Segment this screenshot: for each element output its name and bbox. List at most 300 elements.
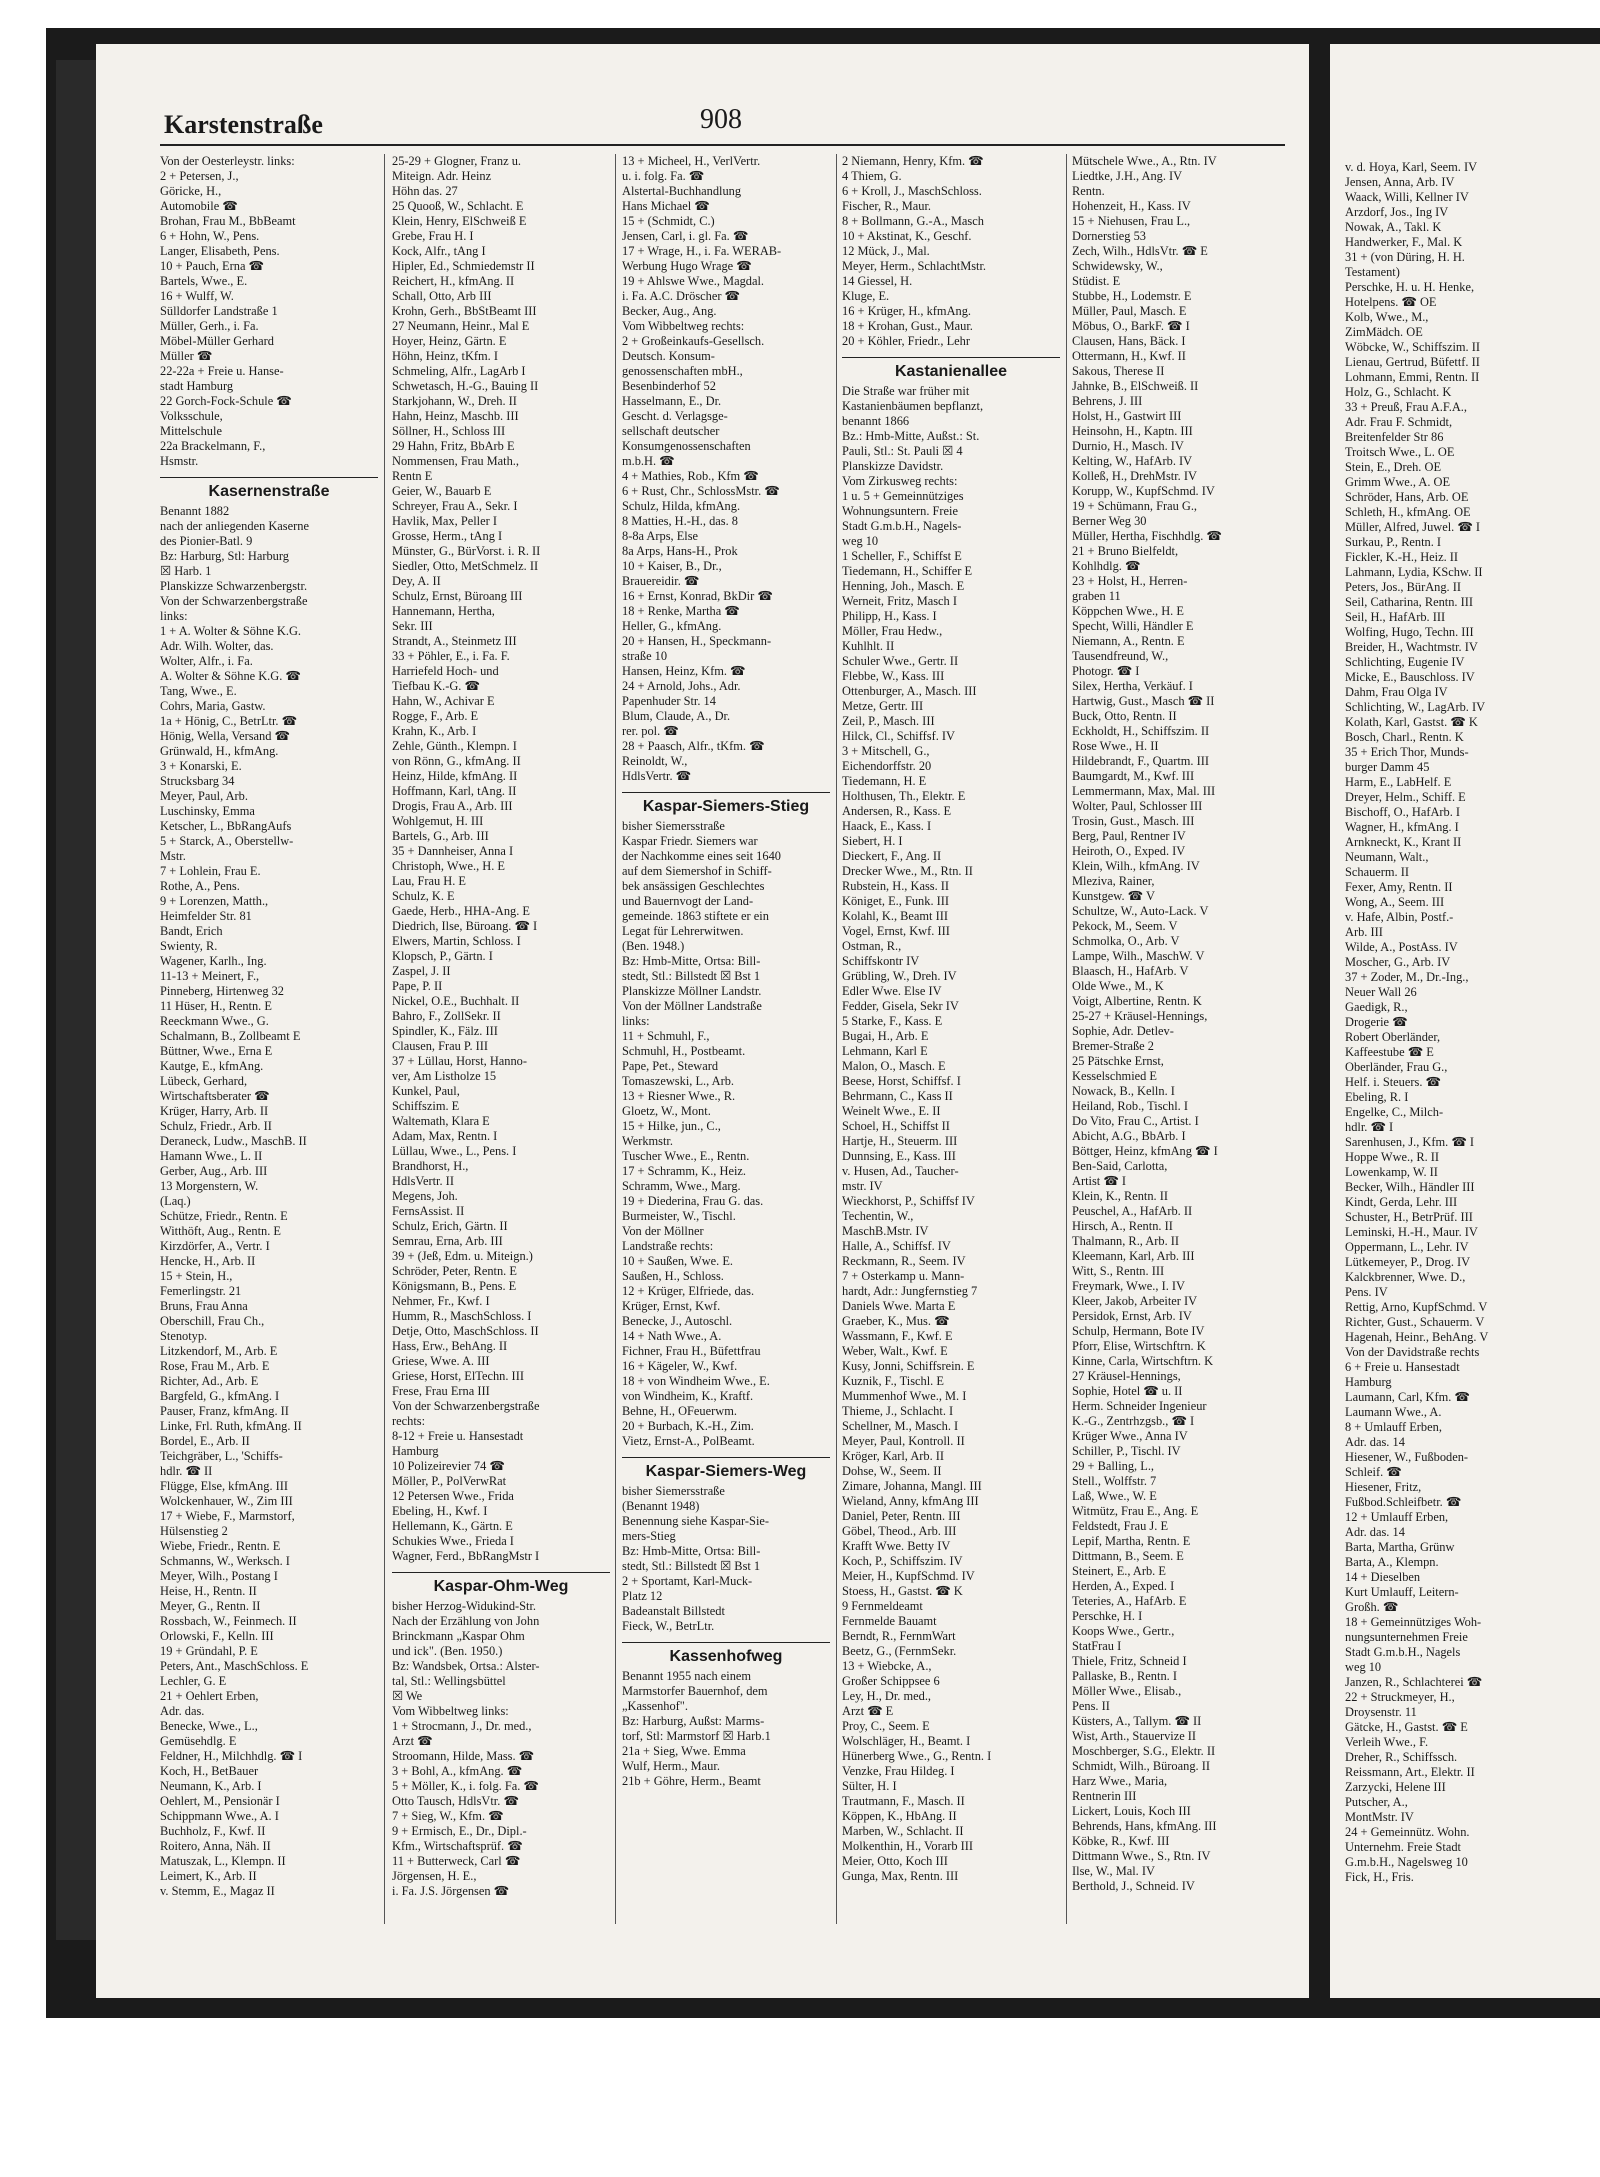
directory-line: Stenotyp.	[160, 1329, 208, 1343]
directory-line: Dey, A. II	[392, 574, 441, 588]
directory-line: Kaspar Friedr. Siemers war	[622, 834, 758, 848]
directory-line: 21a + Sieg, Wwe. Emma	[622, 1744, 746, 1758]
directory-line: Zehle, Günth., Klempn. I	[392, 739, 517, 753]
directory-line: Dreher, R., Schiffssch.	[1345, 1750, 1458, 1764]
directory-line: Kautge, E., kfmAng.	[160, 1059, 264, 1073]
directory-line: m.b.H. ☎	[622, 454, 675, 468]
directory-line: Photogr. ☎ I	[1072, 664, 1140, 678]
directory-line: Lüllau, Wwe., L., Pens. I	[392, 1144, 517, 1158]
directory-line: Großh. ☎	[1345, 1600, 1399, 1614]
directory-line: Wiebe, Friedr., Rentn. E	[160, 1539, 281, 1553]
directory-line: Nowak, A., Takl. K	[1345, 220, 1442, 234]
directory-line: Detje, Otto, MaschSchloss. II	[392, 1324, 539, 1338]
directory-line: Dahm, Frau Olga IV	[1345, 685, 1448, 699]
directory-line: 11 + Schmuhl, F.,	[622, 1029, 710, 1043]
directory-line: und ick". (Ben. 1950.)	[392, 1644, 503, 1658]
directory-line: Müller, Gerh., i. Fa.	[160, 319, 259, 333]
directory-line: 14 + Dieselben	[1345, 1570, 1421, 1584]
directory-line: gemeinde. 1863 stiftete er ein	[622, 909, 769, 923]
directory-line: Reckmann, R., Seem. IV	[842, 1254, 966, 1268]
directory-line: Peuschel, A., HafArb. II	[1072, 1204, 1193, 1218]
directory-line: 17 + Wrage, H., i. Fa. WERAB-	[622, 244, 782, 258]
directory-line: Von der Schwarzenbergstraße	[392, 1399, 540, 1413]
directory-line: Mstr.	[160, 849, 186, 863]
directory-line: Automobile ☎	[160, 199, 238, 213]
directory-line: Arzt ☎ E	[842, 1704, 894, 1718]
directory-line: Semrau, Erna, Arb. III	[392, 1234, 503, 1248]
directory-line: Perschke, H. I	[1072, 1609, 1143, 1623]
directory-line: Von der Möllner Landstraße	[622, 999, 762, 1013]
directory-line: Benannt 1955 nach einem	[622, 1669, 752, 1683]
directory-columns	[160, 154, 1285, 1954]
directory-line: 5 + Starck, A., Oberstellw-	[160, 834, 294, 848]
directory-line: Gescht. d. Verlagsge-	[622, 409, 728, 423]
directory-line: Pape, Pet., Steward	[622, 1059, 719, 1073]
directory-line: Peters, Jos., BürAng. II	[1345, 580, 1461, 594]
directory-line: Harz Wwe., Maria,	[1072, 1774, 1168, 1788]
directory-line: Bartels, Wwe., E.	[160, 274, 248, 288]
directory-line: Perschke, H. u. H. Henke,	[1345, 280, 1475, 294]
directory-line: links:	[160, 609, 188, 623]
directory-line: Kleer, Jakob, Arbeiter IV	[1072, 1294, 1198, 1308]
directory-line: Ketscher, L., BbRangAufs	[160, 819, 292, 833]
directory-line: Ebeling, H., Kwf. I	[392, 1504, 488, 1518]
directory-line: 22-22a + Freie u. Hanse-	[160, 364, 284, 378]
directory-line: Nach der Erzählung von John	[392, 1614, 540, 1628]
directory-line: HdlsVertr. II	[392, 1174, 454, 1188]
directory-line: Thiele, Fritz, Schneid I	[1072, 1654, 1187, 1668]
directory-line: 8-8a Arps, Else	[622, 529, 699, 543]
directory-line: 15 + Stein, H.,	[160, 1269, 233, 1283]
directory-line: Hartje, H., Steuerm. III	[842, 1134, 958, 1148]
directory-line: 17 + Schramm, K., Heiz.	[622, 1164, 746, 1178]
directory-line: Berthold, J., Schneid. IV	[1072, 1879, 1195, 1893]
directory-line: Bandt, Erich	[160, 924, 223, 938]
directory-line: Planskizze Schwarzenbergstr.	[160, 579, 308, 593]
directory-line: 5 + Möller, K., i. folg. Fa. ☎	[392, 1779, 539, 1793]
directory-line: Mittelschule	[160, 424, 222, 438]
directory-line: Barta, A., Klempn.	[1345, 1555, 1439, 1569]
directory-line: Fieck, W., BetrLtr.	[622, 1619, 715, 1633]
directory-line: Wolter, Paul, Schlosser III	[1072, 799, 1203, 813]
directory-line: Meier, Otto, Koch III	[842, 1854, 948, 1868]
directory-line: Adr. das.	[160, 1704, 205, 1718]
directory-line: v. Stemm, E., Magaz II	[160, 1884, 275, 1898]
directory-line: Vom Wibbeltweg links:	[392, 1704, 509, 1718]
directory-line: Freymark, Wwe., I. IV	[1072, 1279, 1185, 1293]
directory-line: Bosch, Charl., Rentn. K	[1345, 730, 1464, 744]
directory-line: Werbung Hugo Wrage ☎	[622, 259, 752, 273]
directory-line: Bz: Hmb-Mitte, Ortsa: Bill-	[622, 1544, 761, 1558]
directory-line: Linke, Frl. Ruth, kfmAng. II	[160, 1419, 302, 1433]
directory-line: Blum, Claude, A., Dr.	[622, 709, 731, 723]
directory-line: Kesselschmied E	[1072, 1069, 1157, 1083]
directory-line: 5 Starke, F., Kass. E	[842, 1014, 943, 1028]
directory-line: 1 u. 5 + Gemeinnütziges	[842, 489, 964, 503]
directory-line: Clausen, Hans, Bäck. I	[1072, 334, 1186, 348]
directory-line: Von der Davidstraße rechts	[1345, 1345, 1480, 1359]
directory-line: Strucksbarg 34	[160, 774, 235, 788]
directory-line: 11 Hüser, H., Rentn. E	[160, 999, 272, 1013]
directory-line: Spindler, K., Fälz. III	[392, 1024, 498, 1038]
directory-line: und Bauernvogt der Land-	[622, 894, 754, 908]
directory-line: Bz.: Hmb-Mitte, Außst.: St.	[842, 429, 980, 443]
directory-line: Verleih Wwe., F.	[1345, 1735, 1429, 1749]
directory-line: 3 + Bohl, A., kfmAng. ☎	[392, 1764, 523, 1778]
directory-line: Richter, Ad., Arb. E	[160, 1374, 259, 1388]
directory-line: Clausen, Frau P. III	[392, 1039, 489, 1053]
directory-line: 25 Pätschke Ernst,	[1072, 1054, 1164, 1068]
directory-line: Zaspel, J. II	[392, 964, 451, 978]
directory-line: Bremer-Straße 2	[1072, 1039, 1154, 1053]
directory-line: Sarenhusen, J., Kfm. ☎ I	[1345, 1135, 1474, 1149]
directory-line: Oppermann, L., Lehr. IV	[1345, 1240, 1469, 1254]
directory-line: Wolckenhauer, W., Zim III	[160, 1494, 293, 1508]
directory-line: Grünwald, H., kfmAng.	[160, 744, 279, 758]
directory-line: Testament)	[1345, 265, 1400, 279]
directory-line: u. i. folg. Fa. ☎	[622, 169, 705, 183]
directory-line: 31 + (von Düring, H. H.	[1345, 250, 1465, 264]
directory-line: Behne, H., OFeuerwm.	[622, 1404, 737, 1418]
page-number: 908	[700, 104, 742, 135]
directory-line: Hülsenstieg 2	[160, 1524, 228, 1538]
directory-line: 8 Matties, H.-H., das. 8	[622, 514, 738, 528]
directory-line: Kolleß, H., DrehMstr. IV	[1072, 469, 1197, 483]
directory-line: weg 10	[1345, 1660, 1382, 1674]
directory-line: 6 + Kroll, J., MaschSchloss.	[842, 184, 982, 198]
directory-line: Reissmann, Art., Elektr. II	[1345, 1765, 1475, 1779]
directory-line: Büttner, Wwe., Erna E	[160, 1044, 273, 1058]
directory-line: Mleziva, Rainer,	[1072, 874, 1155, 888]
directory-line: Planskizze Davidstr.	[842, 459, 944, 473]
directory-line: Schultze, W., Auto-Lack. V	[1072, 904, 1209, 918]
directory-line: bisher Siemersstraße	[622, 1484, 725, 1498]
directory-line: Gunga, Max, Rentn. III	[842, 1869, 959, 1883]
directory-line: Abicht, A.G., BbArb. I	[1072, 1129, 1186, 1143]
directory-line: Schiffskontr IV	[842, 954, 920, 968]
directory-line: Kock, Alfr., tAng I	[392, 244, 486, 258]
directory-line: Schulz, Erich, Gärtn. II	[392, 1219, 508, 1233]
directory-line: Wohlgemut, H. III	[392, 814, 484, 828]
directory-line: Tuscher Wwe., E., Rentn.	[622, 1149, 750, 1163]
directory-line: 28 + Paasch, Alfr., tKfm. ☎	[622, 739, 765, 753]
directory-line: Fickler, K.-H., Heiz. II	[1345, 550, 1459, 564]
directory-line: Weinelt Wwe., E. II	[842, 1104, 941, 1118]
directory-line: burger Damm 45	[1345, 760, 1430, 774]
directory-line: 37 + Lüllau, Horst, Hanno-	[392, 1054, 528, 1068]
directory-line: Handwerker, F., Mal. K	[1345, 235, 1463, 249]
directory-line: Grimm Wwe., A. OE	[1345, 475, 1451, 489]
directory-line: Humm, R., MaschSchloss. I	[392, 1309, 532, 1323]
directory-line: Oehlert, M., Pensionär I	[160, 1794, 280, 1808]
directory-line: Vom Wibbeltweg rechts:	[622, 319, 745, 333]
directory-line: Lahmann, Lydia, KSchw. II	[1345, 565, 1483, 579]
directory-line: 1 Scheller, F., Schiffst E	[842, 549, 962, 563]
directory-line: 6 + Hohn, W., Pens.	[160, 229, 260, 243]
directory-line: 7 + Lohlein, Frau E.	[160, 864, 261, 878]
directory-line: rer. pol. ☎	[622, 724, 679, 738]
directory-line: Witt, S., Rentn. III	[1072, 1264, 1165, 1278]
directory-line: Kunstgew. ☎ V	[1072, 889, 1155, 903]
directory-line: Waltemath, Klara E	[392, 1114, 490, 1128]
directory-line: nungsunternehmen Freie	[1345, 1630, 1468, 1644]
directory-line: Grosse, Herm., tAng I	[392, 529, 503, 543]
directory-line: Schmuhl, H., Postbeamt.	[622, 1044, 746, 1058]
directory-line: 7 + Sieg, W., Kfm. ☎	[392, 1809, 504, 1823]
directory-line: Besenbinderhof 52	[622, 379, 716, 393]
directory-line: 19 + Gründahl, P. E	[160, 1644, 258, 1658]
directory-line: MaschB.Mstr. IV	[842, 1224, 929, 1238]
directory-line: 12 Petersen Wwe., Frida	[392, 1489, 514, 1503]
directory-line: 16 + Krüger, H., kfmAng.	[842, 304, 972, 318]
directory-line: Zimare, Johanna, Mangl. III	[842, 1479, 982, 1493]
directory-line: Pekock, M., Seem. V	[1072, 919, 1178, 933]
directory-line: Nowack, B., Kelln. I	[1072, 1084, 1175, 1098]
directory-line: Von der Möllner	[622, 1224, 704, 1238]
directory-line: Deraneck, Ludw., MaschB. II	[160, 1134, 307, 1148]
directory-line: Kalckbrenner, Wwe. D.,	[1345, 1270, 1466, 1284]
directory-line: 39 + (Jeß, Edm. u. Miteign.)	[392, 1249, 533, 1263]
directory-line: Schreyer, Frau A., Sekr. I	[392, 499, 518, 513]
directory-line: Harriefeld Hoch- und	[392, 664, 499, 678]
directory-line: Adam, Max, Rentn. I	[392, 1129, 498, 1143]
directory-line: Troitsch Wwe., L. OE	[1345, 445, 1455, 459]
directory-line: Orlowski, F., Kelln. III	[160, 1629, 274, 1643]
directory-line: (Benannt 1948)	[622, 1499, 700, 1513]
directory-line: Trautmann, F., Masch. II	[842, 1794, 965, 1808]
directory-line: 37 + Zoder, M., Dr.-Ing.,	[1345, 970, 1469, 984]
directory-line: Schiller, P., Tischl. IV	[1072, 1444, 1181, 1458]
directory-line: Liedtke, J.H., Ang. IV	[1072, 169, 1183, 183]
directory-line: Pallaske, B., Rentn. I	[1072, 1669, 1177, 1683]
directory-line: Arnkneckt, K., Krant II	[1345, 835, 1462, 849]
directory-line: Möller, Frau Hedw.,	[842, 624, 943, 638]
directory-line: Witthöft, Aug., Rentn. E	[160, 1224, 281, 1238]
directory-line: Meyer, Wilh., Postang I	[160, 1569, 278, 1583]
directory-line: sellschaft deutscher	[622, 424, 720, 438]
directory-line: Kfm., Wirtschaftsprüf. ☎	[392, 1839, 523, 1853]
directory-line: 12 + Umlauff Erben,	[1345, 1510, 1449, 1524]
directory-line: Heimfelder Str. 81	[160, 909, 252, 923]
directory-line: Pauli, Stl.: St. Pauli ☒ 4	[842, 444, 963, 458]
directory-line: MontMstr. IV	[1345, 1810, 1414, 1824]
directory-line: Benecke, Wwe., L.,	[160, 1719, 258, 1733]
directory-line: Oberschill, Frau Ch.,	[160, 1314, 265, 1328]
directory-line: Silex, Hertha, Verkäuf. I	[1072, 679, 1193, 693]
directory-line: Hamburg	[392, 1444, 439, 1458]
directory-line: Adr. das. 14	[1345, 1525, 1405, 1539]
directory-line: Schuster, H., BetrPrüf. III	[1345, 1210, 1473, 1224]
directory-line: Hannemann, Hertha,	[392, 604, 495, 618]
running-head-street: Karstenstraße	[164, 110, 323, 139]
directory-line: Niemann, A., Rentn. E	[1072, 634, 1185, 648]
directory-line: Teichgräber, L., 'Schiffs-	[160, 1449, 283, 1463]
directory-line: Beese, Horst, Schiffsf. I	[842, 1074, 961, 1088]
directory-line: Halle, A., Schiffsf. IV	[842, 1239, 951, 1253]
directory-line: mstr. IV	[842, 1179, 883, 1193]
directory-line: Schramm, Wwe., Marg.	[622, 1179, 741, 1193]
directory-line: Stubbe, H., Lodemstr. E	[1072, 289, 1192, 303]
directory-line: Reichert, H., kfmAng. II	[392, 274, 515, 288]
book-spine	[56, 60, 100, 1940]
directory-line: torf, Stl: Marmstorf ☒ Harb.1	[622, 1729, 771, 1743]
directory-line: Schmidt, Wilh., Büroang. II	[1072, 1759, 1210, 1773]
directory-line: Göricke, H.,	[160, 184, 222, 198]
directory-line: Heinsohn, H., Kaptn. III	[1072, 424, 1193, 438]
directory-line: Korupp, W., KupfSchmd. IV	[1072, 484, 1215, 498]
directory-line: Diedrich, Ilse, Büroang. ☎ I	[392, 919, 538, 933]
directory-line: Kelting, W., HafArb. IV	[1072, 454, 1193, 468]
directory-line: Wagner, Ferd., BbRangMstr I	[392, 1549, 540, 1563]
directory-line: 3 + Mitschell, G.,	[842, 744, 930, 758]
directory-line: i. Fa. A.C. Dröscher ☎	[622, 289, 740, 303]
street-heading: Kaspar-Siemers-Weg	[622, 1457, 830, 1482]
directory-line: Wieckhorst, P., Schiffsf IV	[842, 1194, 975, 1208]
directory-line: Stein, E., Dreh. OE	[1345, 460, 1442, 474]
directory-line: Holz, G., Schlacht. K	[1345, 385, 1452, 399]
directory-line: 4 + Mathies, Rob., Kfm ☎	[622, 469, 759, 483]
directory-line: Söllner, H., Schloss III	[392, 424, 506, 438]
directory-line: 7 + Osterkamp u. Mann-	[842, 1269, 965, 1283]
directory-line: 13 + Riesner Wwe., R.	[622, 1089, 736, 1103]
directory-line: Sekr. III	[392, 619, 433, 633]
directory-line: Seil, H., HafArb. III	[1345, 610, 1446, 624]
directory-line: Kuznik, F., Tischl. E	[842, 1374, 944, 1388]
directory-line: 3 + Konarski, E.	[160, 759, 242, 773]
directory-line: Drogerie ☎	[1345, 1015, 1408, 1029]
directory-line: 15 + Niehusen, Frau L.,	[1072, 214, 1191, 228]
directory-line: Wolfing, Hugo, Techn. III	[1345, 625, 1474, 639]
directory-line: Arzt ☎	[392, 1734, 433, 1748]
directory-line: Feldner, H., Milchhdlg. ☎ I	[160, 1749, 303, 1763]
directory-line: Siedler, Otto, MetSchmelz. II	[392, 559, 539, 573]
directory-line: Meyer, Paul, Kontroll. II	[842, 1434, 965, 1448]
directory-line: Fick, H., Fris.	[1345, 1870, 1414, 1884]
directory-line: Otto Tausch, HdlsVtr. ☎	[392, 1794, 519, 1808]
directory-line: Ebeling, R. I	[1345, 1090, 1409, 1104]
directory-line: hdlr. ☎ I	[1345, 1120, 1394, 1134]
directory-line: Kleemann, Karl, Arb. III	[1072, 1249, 1195, 1263]
directory-line: Ottermann, H., Kwf. II	[1072, 349, 1186, 363]
directory-line: Bz: Wandsbek, Ortsa.: Alster-	[392, 1659, 540, 1673]
directory-line: 12 + Krüger, Elfriede, das.	[622, 1284, 755, 1298]
directory-line: 14 + Nath Wwe., A.	[622, 1329, 722, 1343]
directory-line: ZimMädch. OE	[1345, 325, 1423, 339]
directory-line: Kusy, Jonni, Schiffsrein. E	[842, 1359, 975, 1373]
directory-line: Pens. IV	[1345, 1285, 1388, 1299]
directory-line: Hsmstr.	[160, 454, 199, 468]
directory-line: Landstraße rechts:	[622, 1239, 714, 1253]
directory-line: StatFrau I	[1072, 1639, 1122, 1653]
directory-line: Elwers, Martin, Schloss. I	[392, 934, 521, 948]
directory-line: 15 + Hilke, jun., C.,	[622, 1119, 721, 1133]
directory-line: Neumann, K., Arb. I	[160, 1779, 262, 1793]
directory-line: Planskizze Möllner Landstr.	[622, 984, 762, 998]
directory-line: 9 + Ermisch, E., Dr., Dipl.-	[392, 1824, 527, 1838]
directory-line: Schleth, H., kfmAng. OE	[1345, 505, 1471, 519]
directory-line: Höhn das. 27	[392, 184, 458, 198]
directory-line: Rubstein, H., Kass. II	[842, 879, 950, 893]
directory-line: 22 + Struckmeyer, H.,	[1345, 1690, 1455, 1704]
directory-line: 27 Neumann, Heinr., Mal E	[392, 319, 530, 333]
directory-line: Pforr, Elise, Wirtschftrn. K	[1072, 1339, 1206, 1353]
directory-line: Robert Oberländer,	[1345, 1030, 1441, 1044]
directory-line: Legat für Lehrerwitwen.	[622, 924, 744, 938]
directory-line: Kolb, Wwe., M.,	[1345, 310, 1429, 324]
directory-line: Hilck, Cl., Schiffsf. IV	[842, 729, 955, 743]
directory-line: bisher Herzog-Widukind-Str.	[392, 1599, 537, 1613]
directory-line: Müller, Paul, Masch. E	[1072, 304, 1187, 318]
right-page-column	[1345, 160, 1575, 1950]
directory-line: Koch, H., BetBauer	[160, 1764, 259, 1778]
directory-line: Behrens, J. III	[1072, 394, 1143, 408]
directory-line: Schellner, M., Masch. I	[842, 1419, 959, 1433]
directory-line: Philipp, H., Kass. I	[842, 609, 937, 623]
directory-line: 22a Brackelmann, F.,	[160, 439, 266, 453]
directory-line: Buck, Otto, Rentn. II	[1072, 709, 1177, 723]
directory-line: Baumgardt, M., Kwf. III	[1072, 769, 1195, 783]
directory-line: Eichendorffstr. 20	[842, 759, 932, 773]
directory-line: ☒ We	[392, 1689, 423, 1703]
directory-line: Metze, Gertr. III	[842, 699, 924, 713]
directory-line: Thieme, J., Schlacht. I	[842, 1404, 954, 1418]
directory-line: Sülter, H. I	[842, 1779, 897, 1793]
directory-line: Schwidewsky, W.,	[1072, 259, 1163, 273]
directory-line: graben 11	[1072, 589, 1121, 603]
directory-line: Droysenstr. 11	[1345, 1705, 1417, 1719]
directory-line: Rose Wwe., H. II	[1072, 739, 1159, 753]
directory-line: Neumann, Walt.,	[1345, 850, 1429, 864]
directory-line: 11 + Butterweck, Carl ☎	[392, 1854, 521, 1868]
directory-line: Harm, E., LabHelf. E	[1345, 775, 1452, 789]
directory-line: Burmeister, W., Tischl.	[622, 1209, 736, 1223]
directory-line: K.-G., Zentrhzgsb., ☎ I	[1072, 1414, 1195, 1428]
directory-line: Saußen, H., Schloss.	[622, 1269, 724, 1283]
directory-line: Micke, E., Bauschloss. IV	[1345, 670, 1475, 684]
directory-line: Werneit, Fritz, Masch I	[842, 594, 957, 608]
directory-line: Adr. Frau F. Schmidt,	[1345, 415, 1453, 429]
directory-line: Dittmann Wwe., S., Rtn. IV	[1072, 1849, 1211, 1863]
directory-line: 1 + A. Wolter & Söhne K.G.	[160, 624, 302, 638]
directory-line: Pens. II	[1072, 1699, 1110, 1713]
directory-line: Brohan, Frau M., BbBeamt	[160, 214, 296, 228]
directory-line: Hiesener, W., Fußboden-	[1345, 1450, 1469, 1464]
directory-line: Klein, K., Rentn. II	[1072, 1189, 1169, 1203]
directory-line: Hagenah, Heinr., BehAng. V	[1345, 1330, 1489, 1344]
directory-line: links:	[622, 1014, 650, 1028]
directory-line: Rogge, F., Arb. E	[392, 709, 479, 723]
directory-line: Schröder, Peter, Rentn. E	[392, 1264, 517, 1278]
directory-line: Breitenfelder Str 86	[1345, 430, 1444, 444]
directory-line: Heiroth, O., Exped. IV	[1072, 844, 1186, 858]
directory-line: Hoppe Wwe., R. II	[1345, 1150, 1440, 1164]
directory-line: Lütkemeyer, P., Drog. IV	[1345, 1255, 1471, 1269]
directory-line: hardt, Adr.: Jungfernstieg 7	[842, 1284, 978, 1298]
directory-line: Schulz, Ernst, Büroang III	[392, 589, 523, 603]
directory-line: Schiffszim. E	[392, 1099, 460, 1113]
street-heading: Kastanienallee	[842, 357, 1060, 382]
directory-line: Hasselmann, E., Dr.	[622, 394, 722, 408]
directory-line: Sakous, Therese II	[1072, 364, 1165, 378]
directory-line: Drecker Wwe., M., Rtn. II	[842, 864, 973, 878]
directory-line: Tiefbau K.-G. ☎	[392, 679, 480, 693]
directory-line: Ley, H., Dr. med.,	[842, 1689, 932, 1703]
directory-line: Gloetz, W., Mont.	[622, 1104, 711, 1118]
directory-line: v. Husen, Ad., Taucher-	[842, 1164, 959, 1178]
directory-line: Tiedemann, H., Schiffer E	[842, 564, 973, 578]
directory-line: Molkenthin, H., Vorarb III	[842, 1839, 974, 1853]
directory-line: Flügge, Else, kfmAng. III	[160, 1479, 289, 1493]
